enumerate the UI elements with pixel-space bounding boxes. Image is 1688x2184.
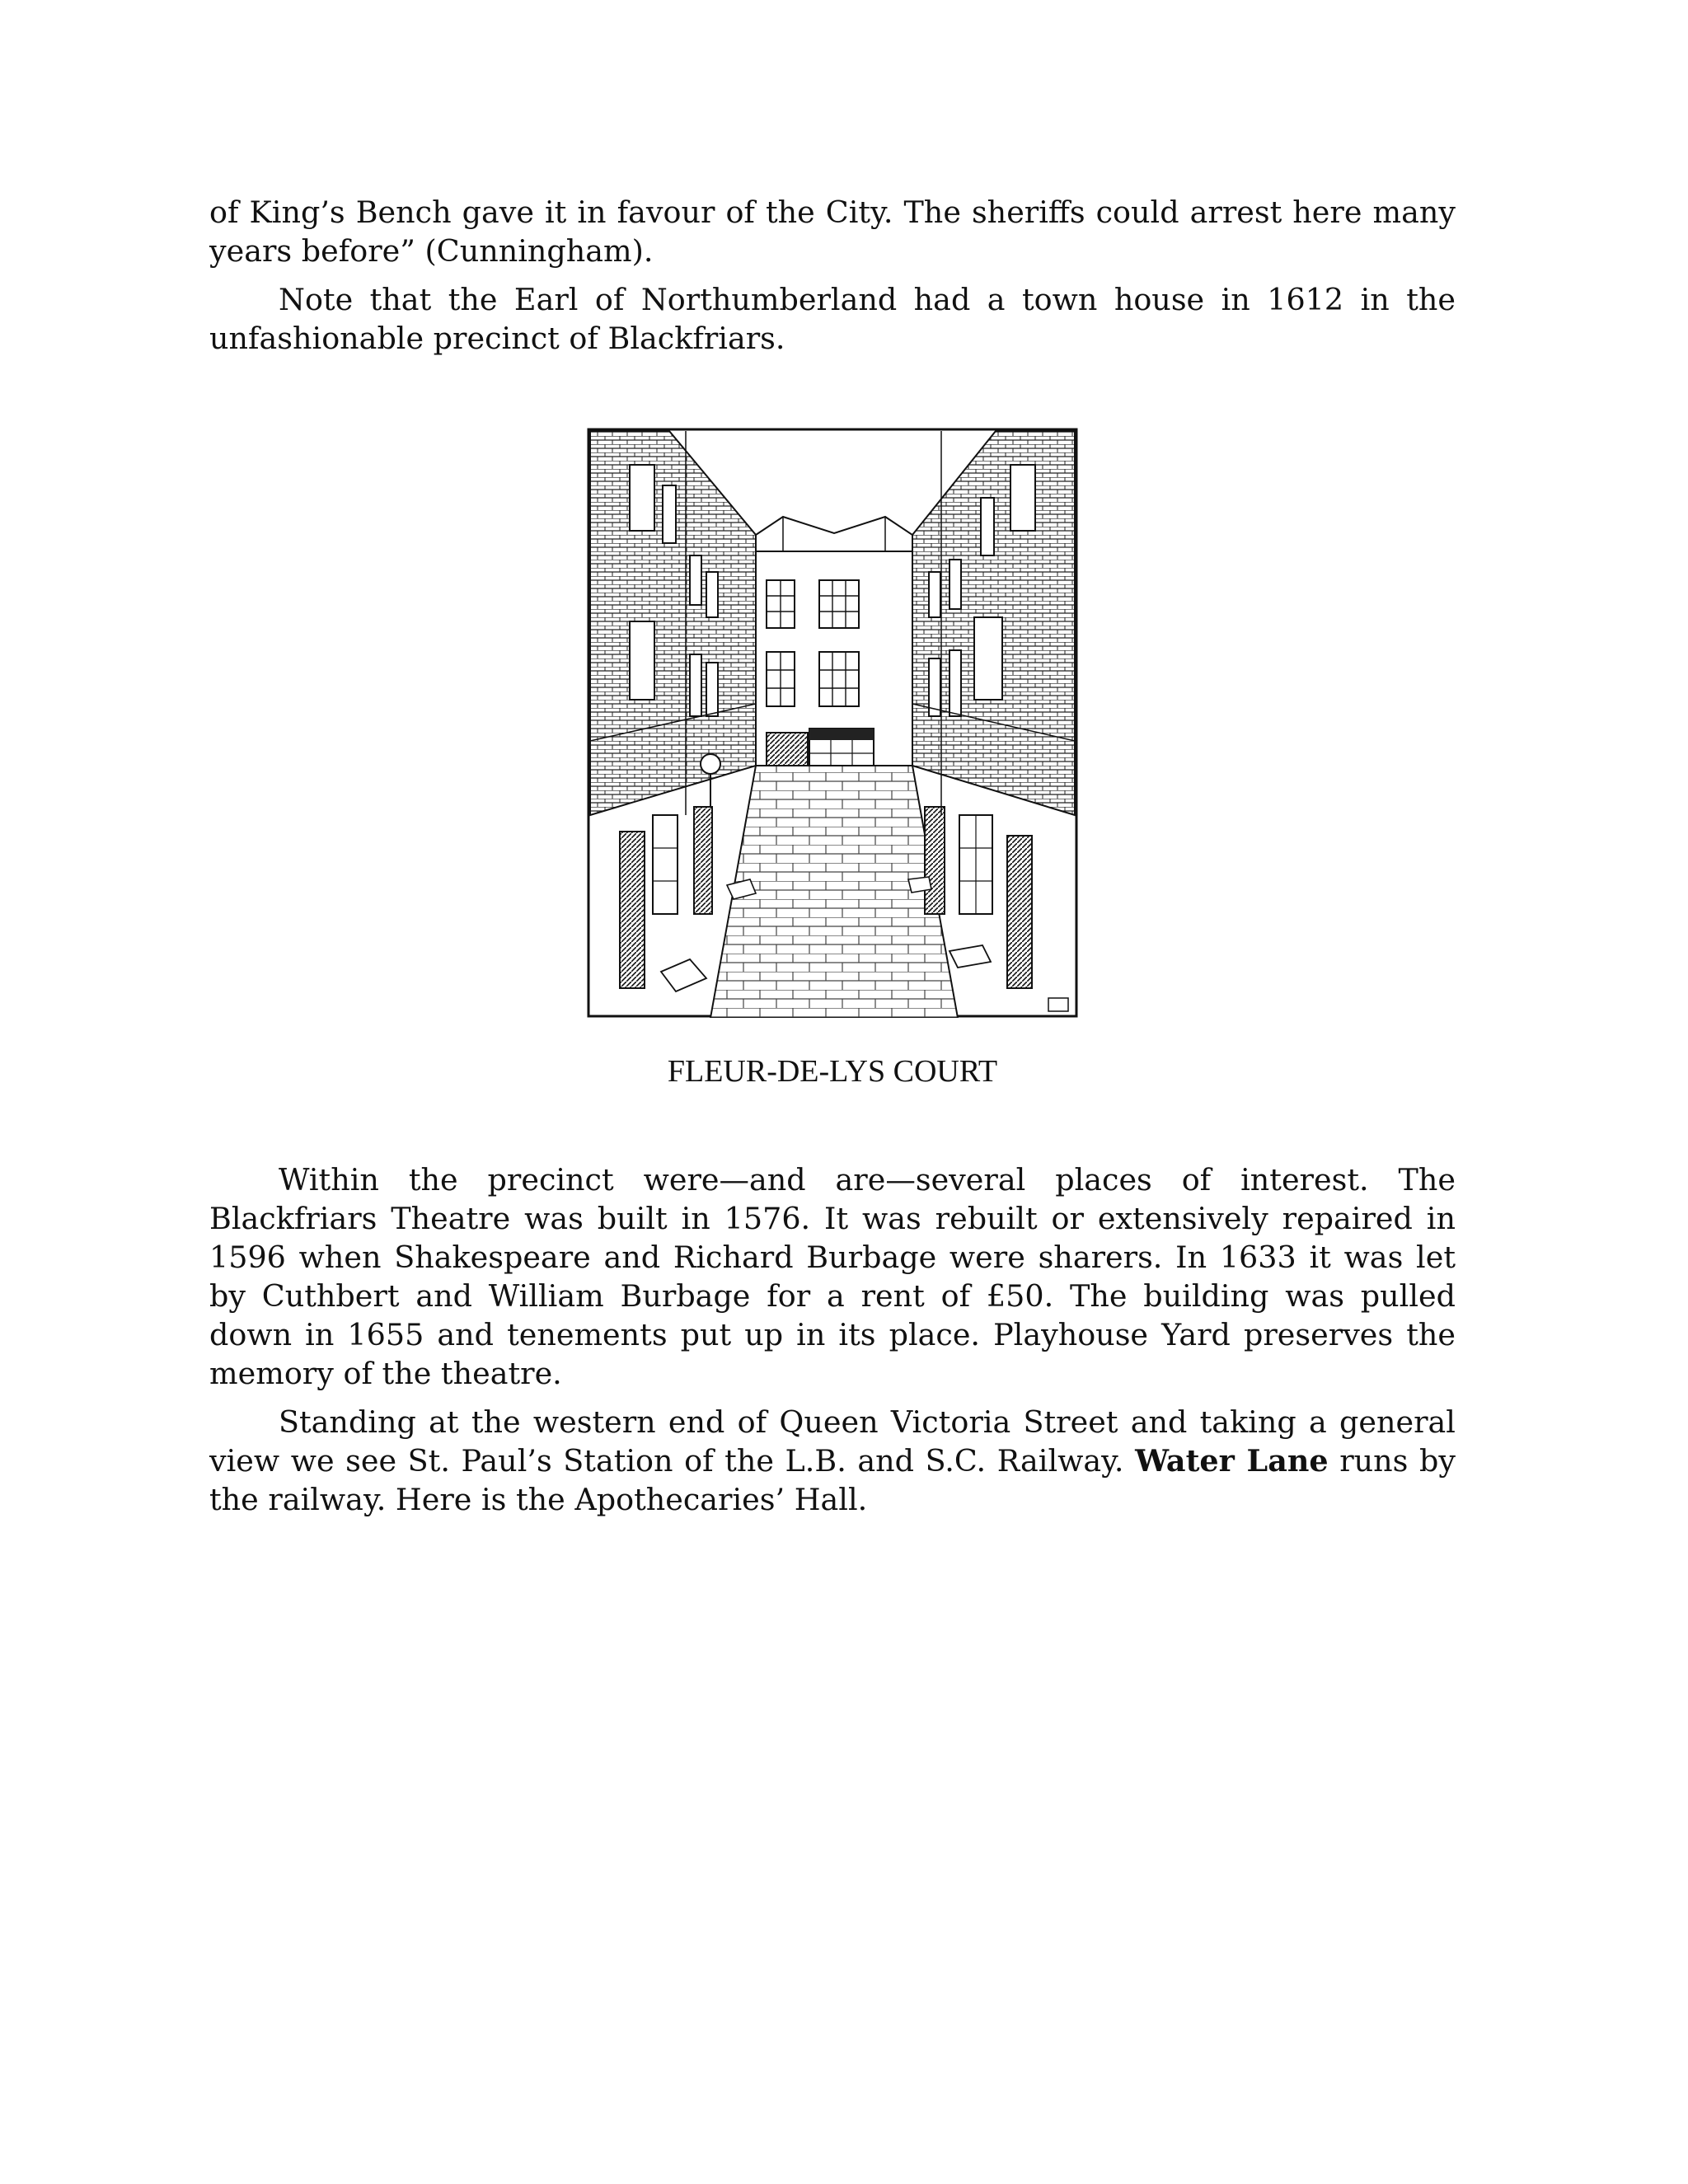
figure-caption: FLEUR-DE-LYS COURT bbox=[667, 1054, 998, 1089]
water-lane-bold: Water Lane bbox=[1135, 1443, 1329, 1479]
paragraph-water-lane bbox=[209, 1403, 1456, 1519]
text-block-top bbox=[209, 193, 1456, 368]
paragraph-continuation: of King’s Bench gave it in favour of the City. The sheriffs could arrest here many years before” (Cunningham). bbox=[209, 194, 1456, 269]
water-lane-text-after: runs by the railway. Here is the Apothecaries’ Hall. bbox=[209, 1443, 1456, 1517]
paragraph-northumberland: Note that the Earl of Northumberland had a town house in 1612 in the unfashionable precinct of Blackfriars. bbox=[209, 282, 1456, 356]
text-block-bottom bbox=[209, 1160, 1456, 1529]
illustration-fleur-de-lys-court bbox=[587, 428, 1078, 1018]
water-lane-text-before: Standing at the western end of Queen Victoria Street and taking a general view we see St. Paul’s Station of the L.B. and S.C. Railway. bbox=[209, 1404, 1456, 1479]
paragraph-blackfriars-theatre: Within the precinct were—and are—several places of interest. The Blackfriars Theatre was built in 1576. It was rebuilt or extensively repaired in 1596 when Shakespeare and Richard Burbage were sharers. In 1633 it was let by Cuthbert and William Burbage for a rent of £50. The building was pulled down in 1655 and tenements put up in its place. Playhouse Yard preserves the memory of the theatre. bbox=[209, 1162, 1456, 1391]
court-drawing bbox=[587, 428, 1078, 1018]
